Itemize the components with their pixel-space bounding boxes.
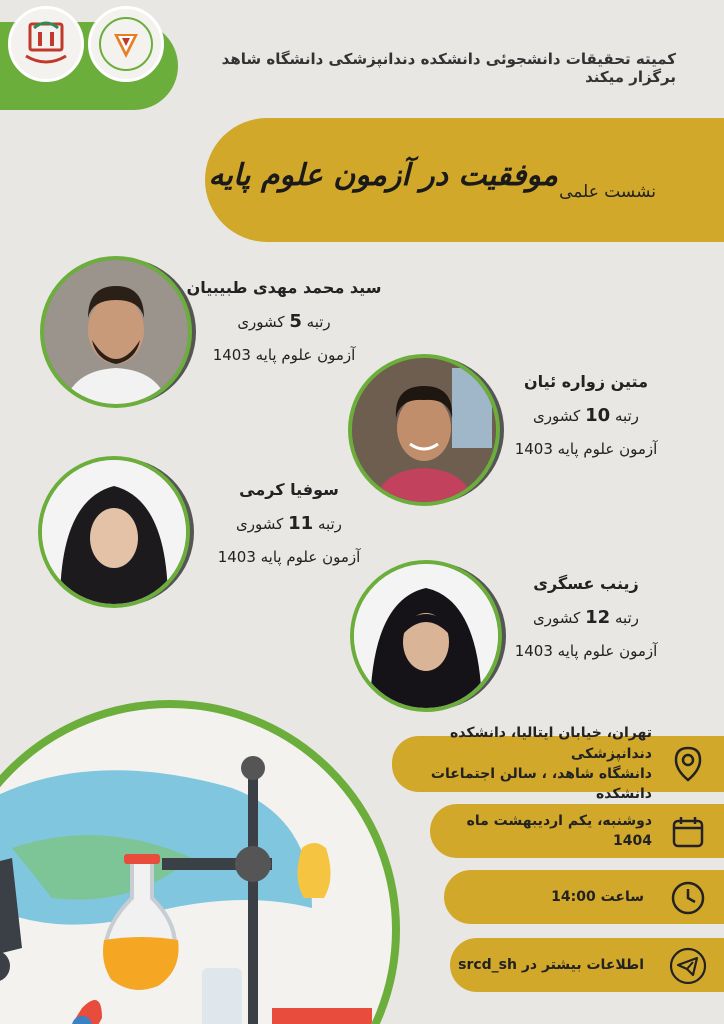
organizer-text: کمیته تحقیقات دانشجوئی دانشکده دندانپزشکی دانشگاه شاهد برگزار میکند bbox=[221, 50, 676, 86]
photo-person-1 bbox=[40, 256, 192, 408]
person-rank: رتبه 5 کشوری bbox=[237, 311, 331, 332]
event-title: موفقیت در آزمون علوم پایه bbox=[208, 158, 558, 193]
date-text: دوشنبه، یکم اردیبهشت ماه 1404 bbox=[466, 812, 652, 849]
more-info-pill bbox=[450, 938, 724, 992]
location-pill bbox=[392, 725, 724, 803]
person-2-info bbox=[496, 372, 676, 458]
person-exam: آزمون علوم پایه 1403 bbox=[514, 440, 658, 458]
portrait-man-icon bbox=[44, 260, 188, 404]
person-name: سید محمد مهدی طبیبیان bbox=[186, 278, 382, 297]
person-exam: آزمون علوم پایه 1403 bbox=[212, 346, 356, 364]
location-text: تهران، خیابان ایتالیا، دانشکده دندانپزشکی دانشگاه شاهد، ، سالن اجتماعات دانشکده bbox=[430, 725, 652, 803]
date-pill bbox=[430, 804, 724, 858]
university-emblem-icon bbox=[16, 14, 76, 74]
time-text: ساعت 14:00 bbox=[551, 888, 644, 905]
event-type: نشست علمی bbox=[559, 182, 656, 202]
calendar-icon bbox=[668, 812, 708, 852]
person-name: زینب عسگری bbox=[533, 574, 639, 593]
portrait-woman-icon bbox=[354, 564, 498, 708]
more-info-text: اطلاعات بیشتر در srcd_sh bbox=[458, 956, 644, 973]
location-pin-icon bbox=[668, 744, 708, 784]
person-name: سوفیا کرمی bbox=[239, 480, 339, 499]
person-1-info bbox=[184, 278, 384, 364]
person-rank: رتبه 11 کشوری bbox=[236, 513, 342, 534]
committee-emblem-icon bbox=[96, 14, 156, 74]
portrait-woman-icon bbox=[42, 460, 186, 604]
person-exam: آزمون علوم پایه 1403 bbox=[217, 548, 361, 566]
person-3-info bbox=[204, 480, 374, 566]
person-rank: رتبه 10 کشوری bbox=[533, 405, 639, 426]
person-exam: آزمون علوم پایه 1403 bbox=[514, 642, 658, 660]
telegram-icon bbox=[668, 946, 708, 986]
shahed-university-logo bbox=[8, 6, 84, 82]
person-name: متین زواره ئیان bbox=[523, 372, 648, 391]
person-rank: رتبه 12 کشوری bbox=[533, 607, 639, 628]
science-illustration bbox=[0, 700, 400, 1024]
photo-person-3 bbox=[38, 456, 190, 608]
photo-person-4 bbox=[350, 560, 502, 712]
clock-icon bbox=[668, 878, 708, 918]
student-research-committee-logo bbox=[88, 6, 164, 82]
time-pill bbox=[444, 870, 724, 924]
person-4-info bbox=[496, 574, 676, 660]
lab-equipment-icon bbox=[0, 708, 392, 1024]
